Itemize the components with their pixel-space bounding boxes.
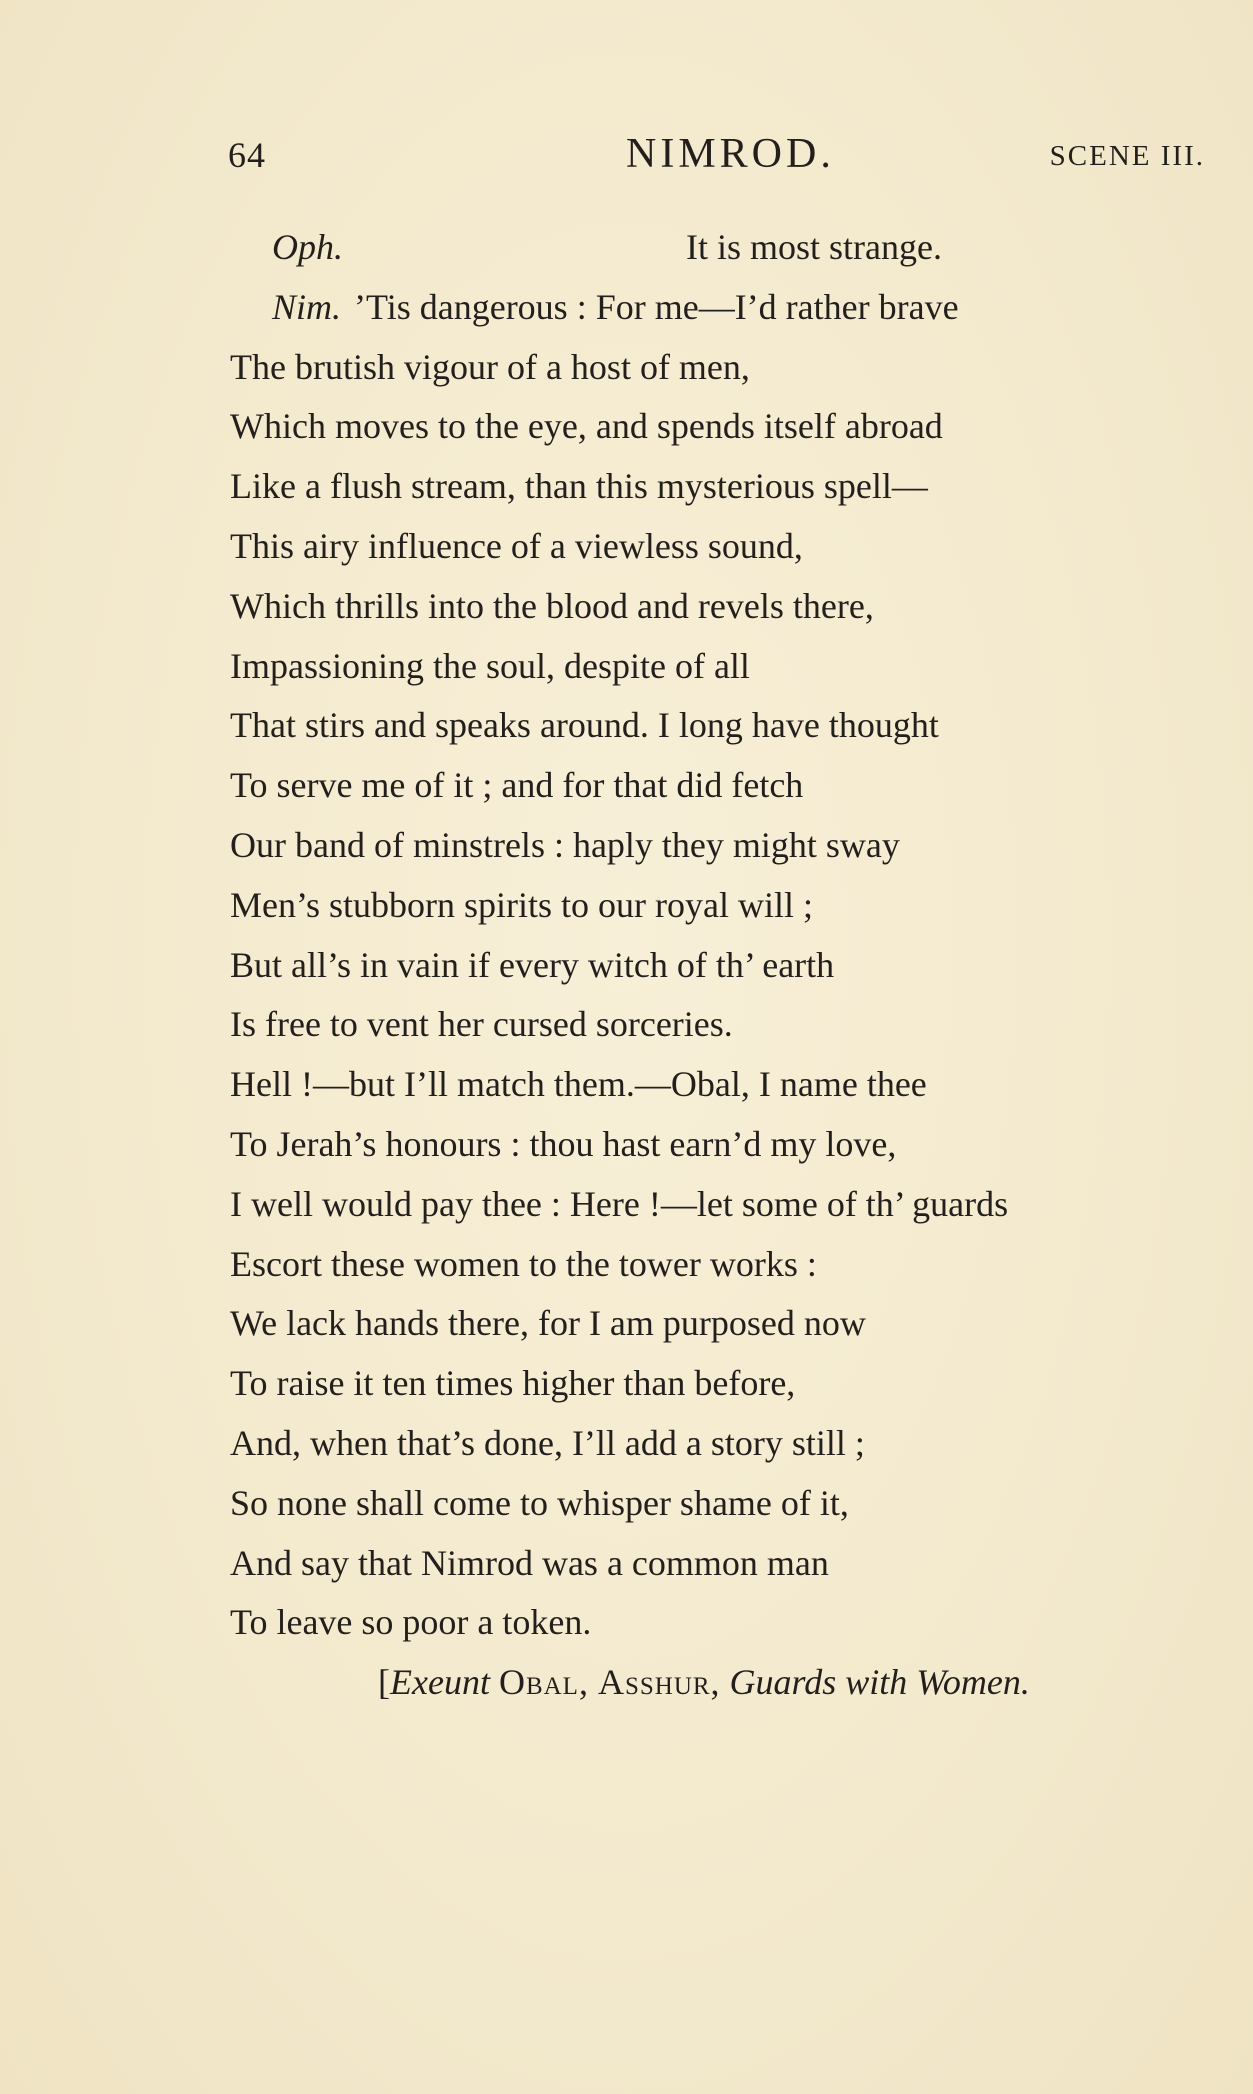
running-title: NIMROD. [626, 131, 835, 177]
text-line: Like a flush stream, than this mysterious spell— [230, 466, 928, 507]
exeunt-text: Exeunt [390, 1662, 490, 1703]
text-line: Men’s stubborn spirits to our royal will ; [230, 884, 813, 925]
text-line: And, when that’s done, I’ll add a story still ; [230, 1422, 865, 1463]
scene-label: SCENE III. [1049, 140, 1205, 172]
text-line: And say that Nimrod was a common man [230, 1542, 829, 1583]
text-line: To raise it ten times higher than before, [230, 1363, 796, 1404]
speaker-oph: Oph. [272, 227, 343, 267]
text-line: Which moves to the eye, and spends itself abroad [230, 406, 943, 447]
text-line: To leave so poor a token. [230, 1602, 592, 1643]
page-number: 64 [228, 135, 266, 175]
text-line: So none shall come to whisper shame of it, [230, 1482, 849, 1523]
oph-speech: It is most strange. [686, 227, 942, 267]
text-line: I well would pay thee : Here !—let some of th’ guards [230, 1183, 1009, 1224]
text-line: The brutish vigour of a host of men, [230, 346, 750, 387]
text-line: To Jerah’s honours : thou hast earn’d my love, [230, 1123, 897, 1164]
nim-speech: ’Tis dangerous : For me—I’d rather brave [354, 286, 959, 327]
text-line: Which thrills into the blood and revels there, [230, 585, 874, 626]
text-line: But all’s in vain if every witch of th’ earth [230, 944, 835, 985]
text-line: Escort these women to the tower works : [230, 1243, 817, 1284]
text-line: Our band of minstrels : haply they might sway [230, 824, 900, 865]
text-line: Impassioning the soul, despite of all [230, 645, 750, 686]
text-line: Is free to vent her cursed sorceries. [230, 1004, 733, 1045]
dialogue-line-nim [230, 278, 1220, 338]
text-line: Hell !—but I’ll match them.—Obal, I name thee [230, 1064, 927, 1105]
stage-direction-bracket: [ [378, 1662, 390, 1703]
obal-name: Obal, [498, 1662, 589, 1703]
dialogue-line-oph [230, 218, 1220, 278]
text-line: That stirs and speaks around. I long have thought [230, 705, 939, 746]
text-line: To serve me of it ; and for that did fetch [230, 765, 804, 806]
asshur-name: Asshur, [597, 1662, 721, 1703]
stage-direction [378, 1653, 1220, 1713]
text-line: This airy influence of a viewless sound, [230, 525, 803, 566]
speaker-nim: Nim. [272, 286, 342, 327]
page-header [228, 126, 1205, 186]
text-line: We lack hands there, for I am purposed now [230, 1303, 866, 1344]
poem-text [230, 218, 1220, 1713]
guards-with-women-text: Guards with Women. [729, 1662, 1030, 1703]
